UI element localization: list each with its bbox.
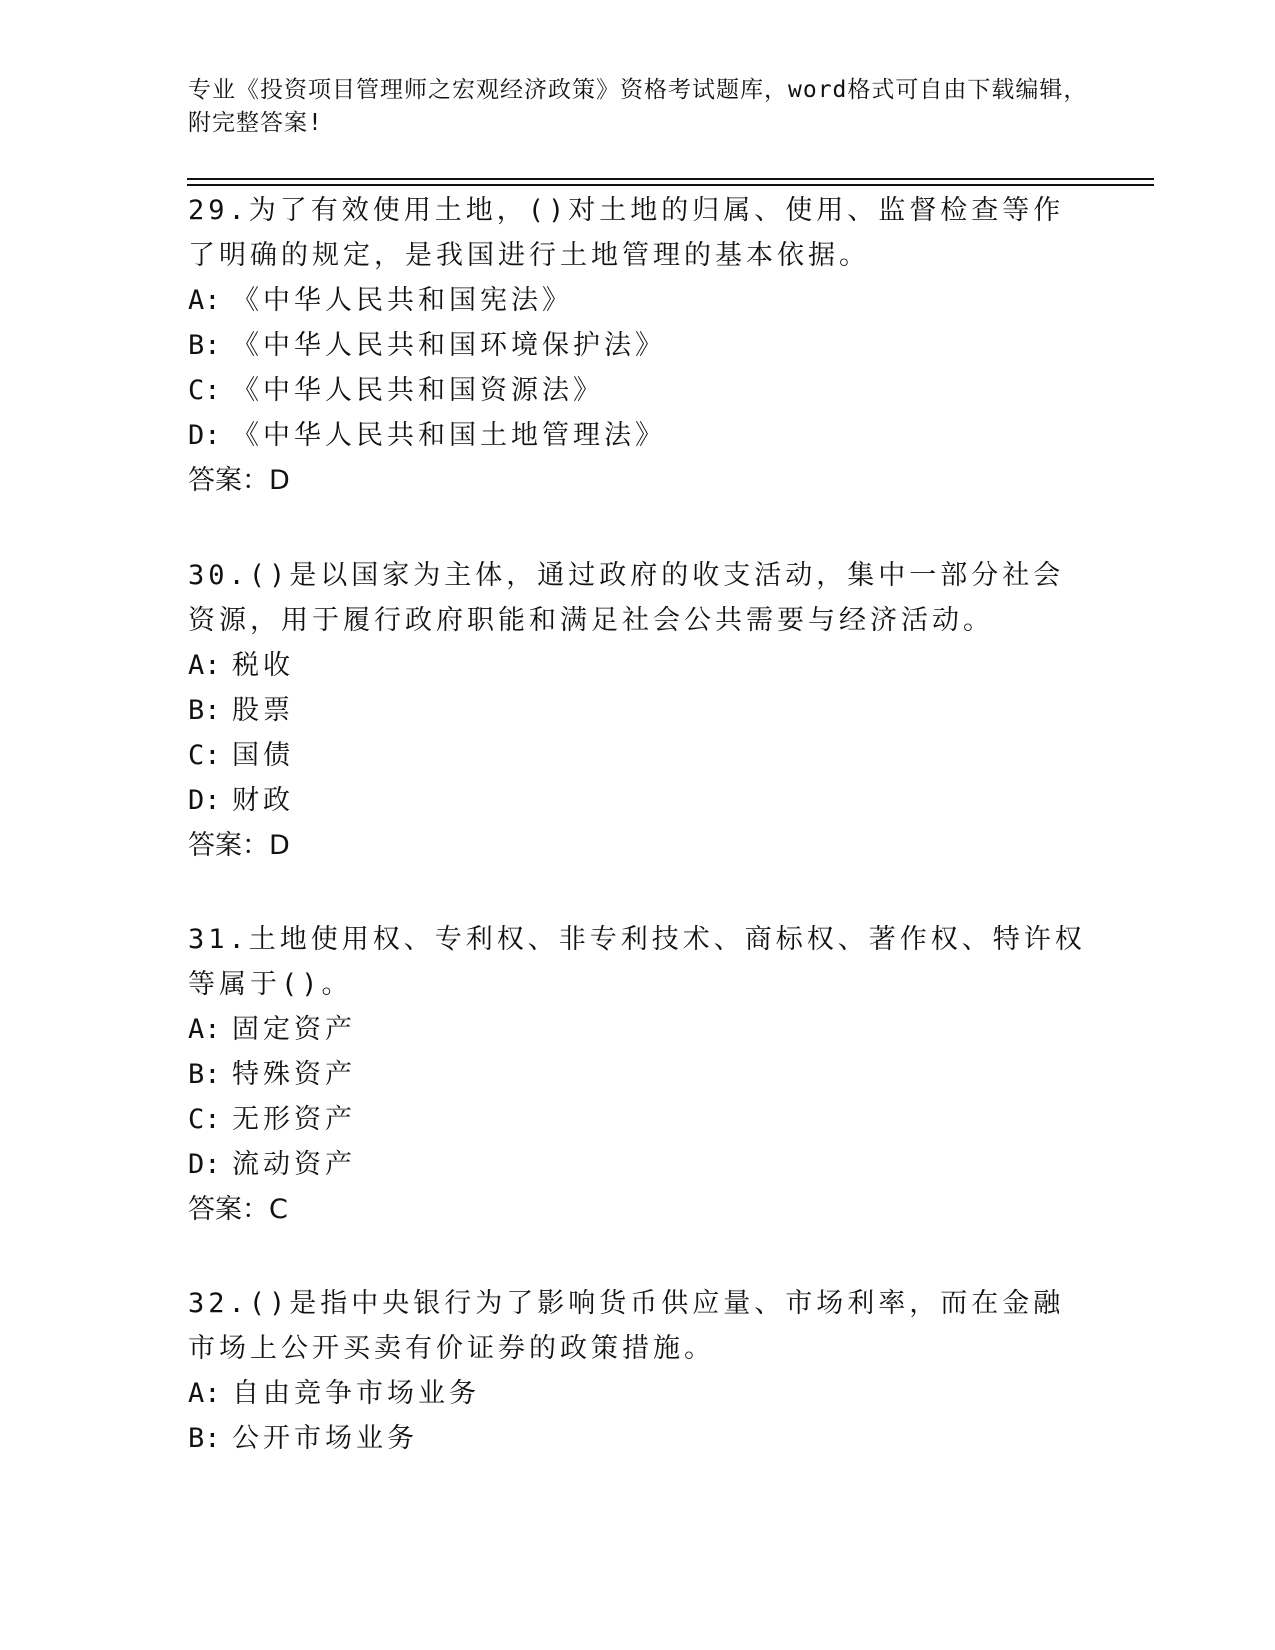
option-a	[188, 1371, 1088, 1416]
option-text: 自由竞争市场业务	[232, 1378, 480, 1409]
option-letter: D:	[188, 1149, 221, 1180]
option-text: 《中华人民共和国土地管理法》	[232, 420, 666, 451]
option-a	[188, 278, 1088, 323]
option-d	[188, 413, 1088, 458]
option-text: 财政	[232, 785, 294, 816]
option-a	[188, 643, 1088, 688]
option-letter: B:	[188, 695, 221, 726]
header-divider-top	[187, 178, 1154, 180]
option-letter: C:	[188, 1104, 221, 1135]
option-letter: A:	[188, 1378, 221, 1409]
option-a	[188, 1007, 1088, 1052]
answer-line: 答案：D	[188, 465, 290, 496]
option-letter: C:	[188, 375, 221, 406]
option-text: 《中华人民共和国宪法》	[232, 285, 573, 316]
option-c	[188, 1097, 1088, 1142]
option-text: 《中华人民共和国资源法》	[232, 375, 604, 406]
option-text: 特殊资产	[232, 1059, 356, 1090]
answer-line: 答案：D	[188, 830, 290, 861]
option-c	[188, 368, 1088, 413]
option-letter: B:	[188, 330, 221, 361]
option-c	[188, 733, 1088, 778]
question-stem: 30.()是以国家为主体，通过政府的收支活动，集中一部分社会资源，用于履行政府职能和满足社会公共需要与经济活动。	[188, 560, 1065, 636]
option-letter: B:	[188, 1423, 221, 1454]
option-text: 国债	[232, 740, 294, 771]
answer-line: 答案：C	[188, 1194, 288, 1225]
option-letter: D:	[188, 420, 221, 451]
question-stem: 32.()是指中央银行为了影响货币供应量、市场利率，而在金融市场上公开买卖有价证券的政策措施。	[188, 1288, 1065, 1364]
option-d	[188, 778, 1088, 823]
option-text: 《中华人民共和国环境保护法》	[232, 330, 666, 361]
option-b	[188, 1416, 1088, 1461]
option-letter: C:	[188, 740, 221, 771]
question-30	[188, 553, 1088, 868]
option-text: 无形资产	[232, 1104, 356, 1135]
question-29	[188, 188, 1088, 503]
question-stem: 31.土地使用权、专利权、非专利技术、商标权、著作权、特许权等属于()。	[188, 924, 1086, 1000]
option-letter: D:	[188, 785, 221, 816]
option-b	[188, 323, 1088, 368]
option-b	[188, 688, 1088, 733]
question-32	[188, 1281, 1088, 1461]
option-text: 固定资产	[232, 1014, 356, 1045]
option-letter: A:	[188, 1014, 221, 1045]
option-text: 税收	[232, 650, 294, 681]
option-letter: B:	[188, 1059, 221, 1090]
option-text: 公开市场业务	[232, 1423, 418, 1454]
header-divider-bottom	[187, 184, 1154, 186]
question-stem: 29.为了有效使用土地，()对土地的归属、使用、监督检查等作了明确的规定，是我国进行土地管理的基本依据。	[188, 195, 1065, 271]
option-b	[188, 1052, 1088, 1097]
option-letter: A:	[188, 285, 221, 316]
option-text: 股票	[232, 695, 294, 726]
option-d	[188, 1142, 1088, 1187]
document-header: 专业《投资项目管理师之宏观经济政策》资格考试题库，word格式可自由下载编辑，附完整答案!	[188, 77, 1088, 136]
question-31	[188, 917, 1088, 1232]
option-text: 流动资产	[232, 1149, 356, 1180]
option-letter: A:	[188, 650, 221, 681]
